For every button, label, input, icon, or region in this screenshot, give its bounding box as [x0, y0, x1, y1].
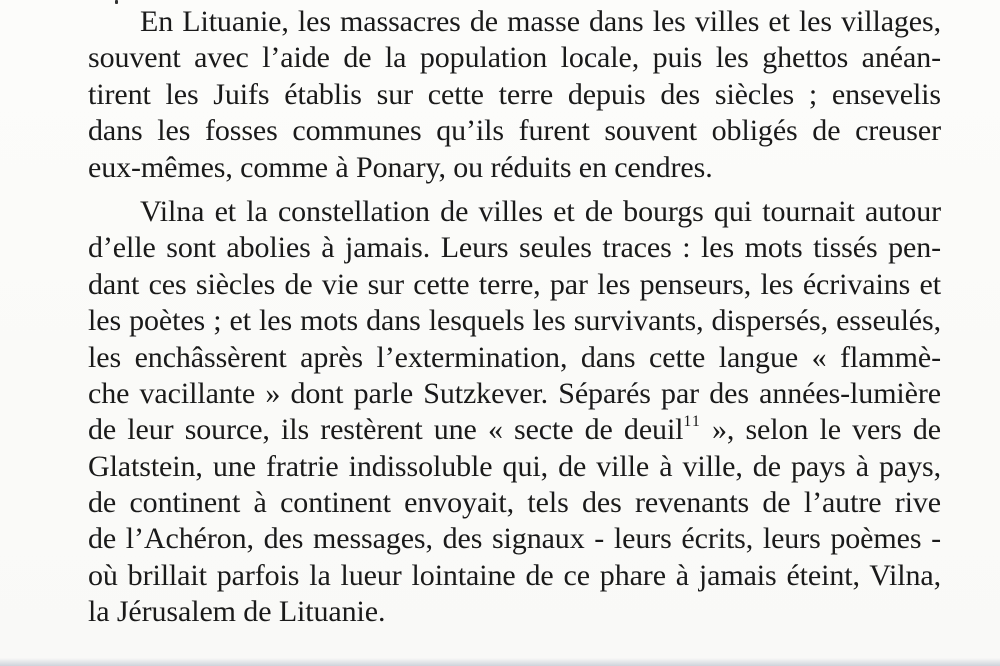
body-text [88, 4, 941, 631]
page-edge-shadow [0, 658, 1000, 666]
text-line: che vacillante » dont parle Sutzkever. Séparés par des années-lumière [88, 376, 941, 410]
paragraph-2 [88, 194, 941, 631]
text-line: dant ces siècles de vie sur cette terre, par les penseurs, les écrivains et [88, 267, 941, 301]
text-line: d’elle sont abolies à jamais. Leurs seules traces : les mots tissés pen- [88, 231, 941, 265]
text-line: eux-mêmes, comme à Ponary, ou réduits en cendres. [88, 150, 713, 184]
text-segment: », selon le vers de [700, 413, 941, 447]
text-line: tirent les Juifs établis sur cette terre depuis des siècles ; ensevelis [88, 77, 941, 111]
paragraph-gap [88, 186, 941, 194]
text-segment: de leur source, ils restèrent une « secte de deuil [88, 413, 684, 447]
text-line: En Lituanie, les massacres de masse dans les villes et les villages, [140, 5, 941, 38]
text-line-with-footnote [88, 412, 941, 448]
text-line: de l’Achéron, des messages, des signaux - leurs écrits, leurs poèmes - [88, 522, 941, 556]
text-line: les enchâssèrent après l’extermination, dans cette langue « flammè- [88, 340, 941, 374]
text-line: dans les fosses communes qu’ils furent souvent obligés de creuser [88, 114, 941, 148]
text-line: Vilna et la constellation de villes et de bourgs qui tournait autour [140, 194, 941, 228]
footnote-reference[interactable]: 11 [683, 413, 701, 431]
text-line: Glatstein, une fratrie indissoluble qui, de ville à ville, de pays à pays, [88, 449, 941, 483]
paragraph-1 [88, 4, 941, 186]
text-line: de continent à continent envoyait, tels des revenants de l’autre rive [88, 486, 941, 520]
text-line: où brillait parfois la lueur lointaine de ce phare à jamais éteint, Vilna, [88, 558, 941, 592]
text-line: souvent avec l’aide de la population locale, puis les ghettos anéan- [88, 41, 941, 75]
text-line: les poètes ; et les mots dans lesquels les survivants, dispersés, esseulés, [88, 304, 941, 338]
text-line: la Jérusalem de Lituanie. [88, 595, 386, 629]
